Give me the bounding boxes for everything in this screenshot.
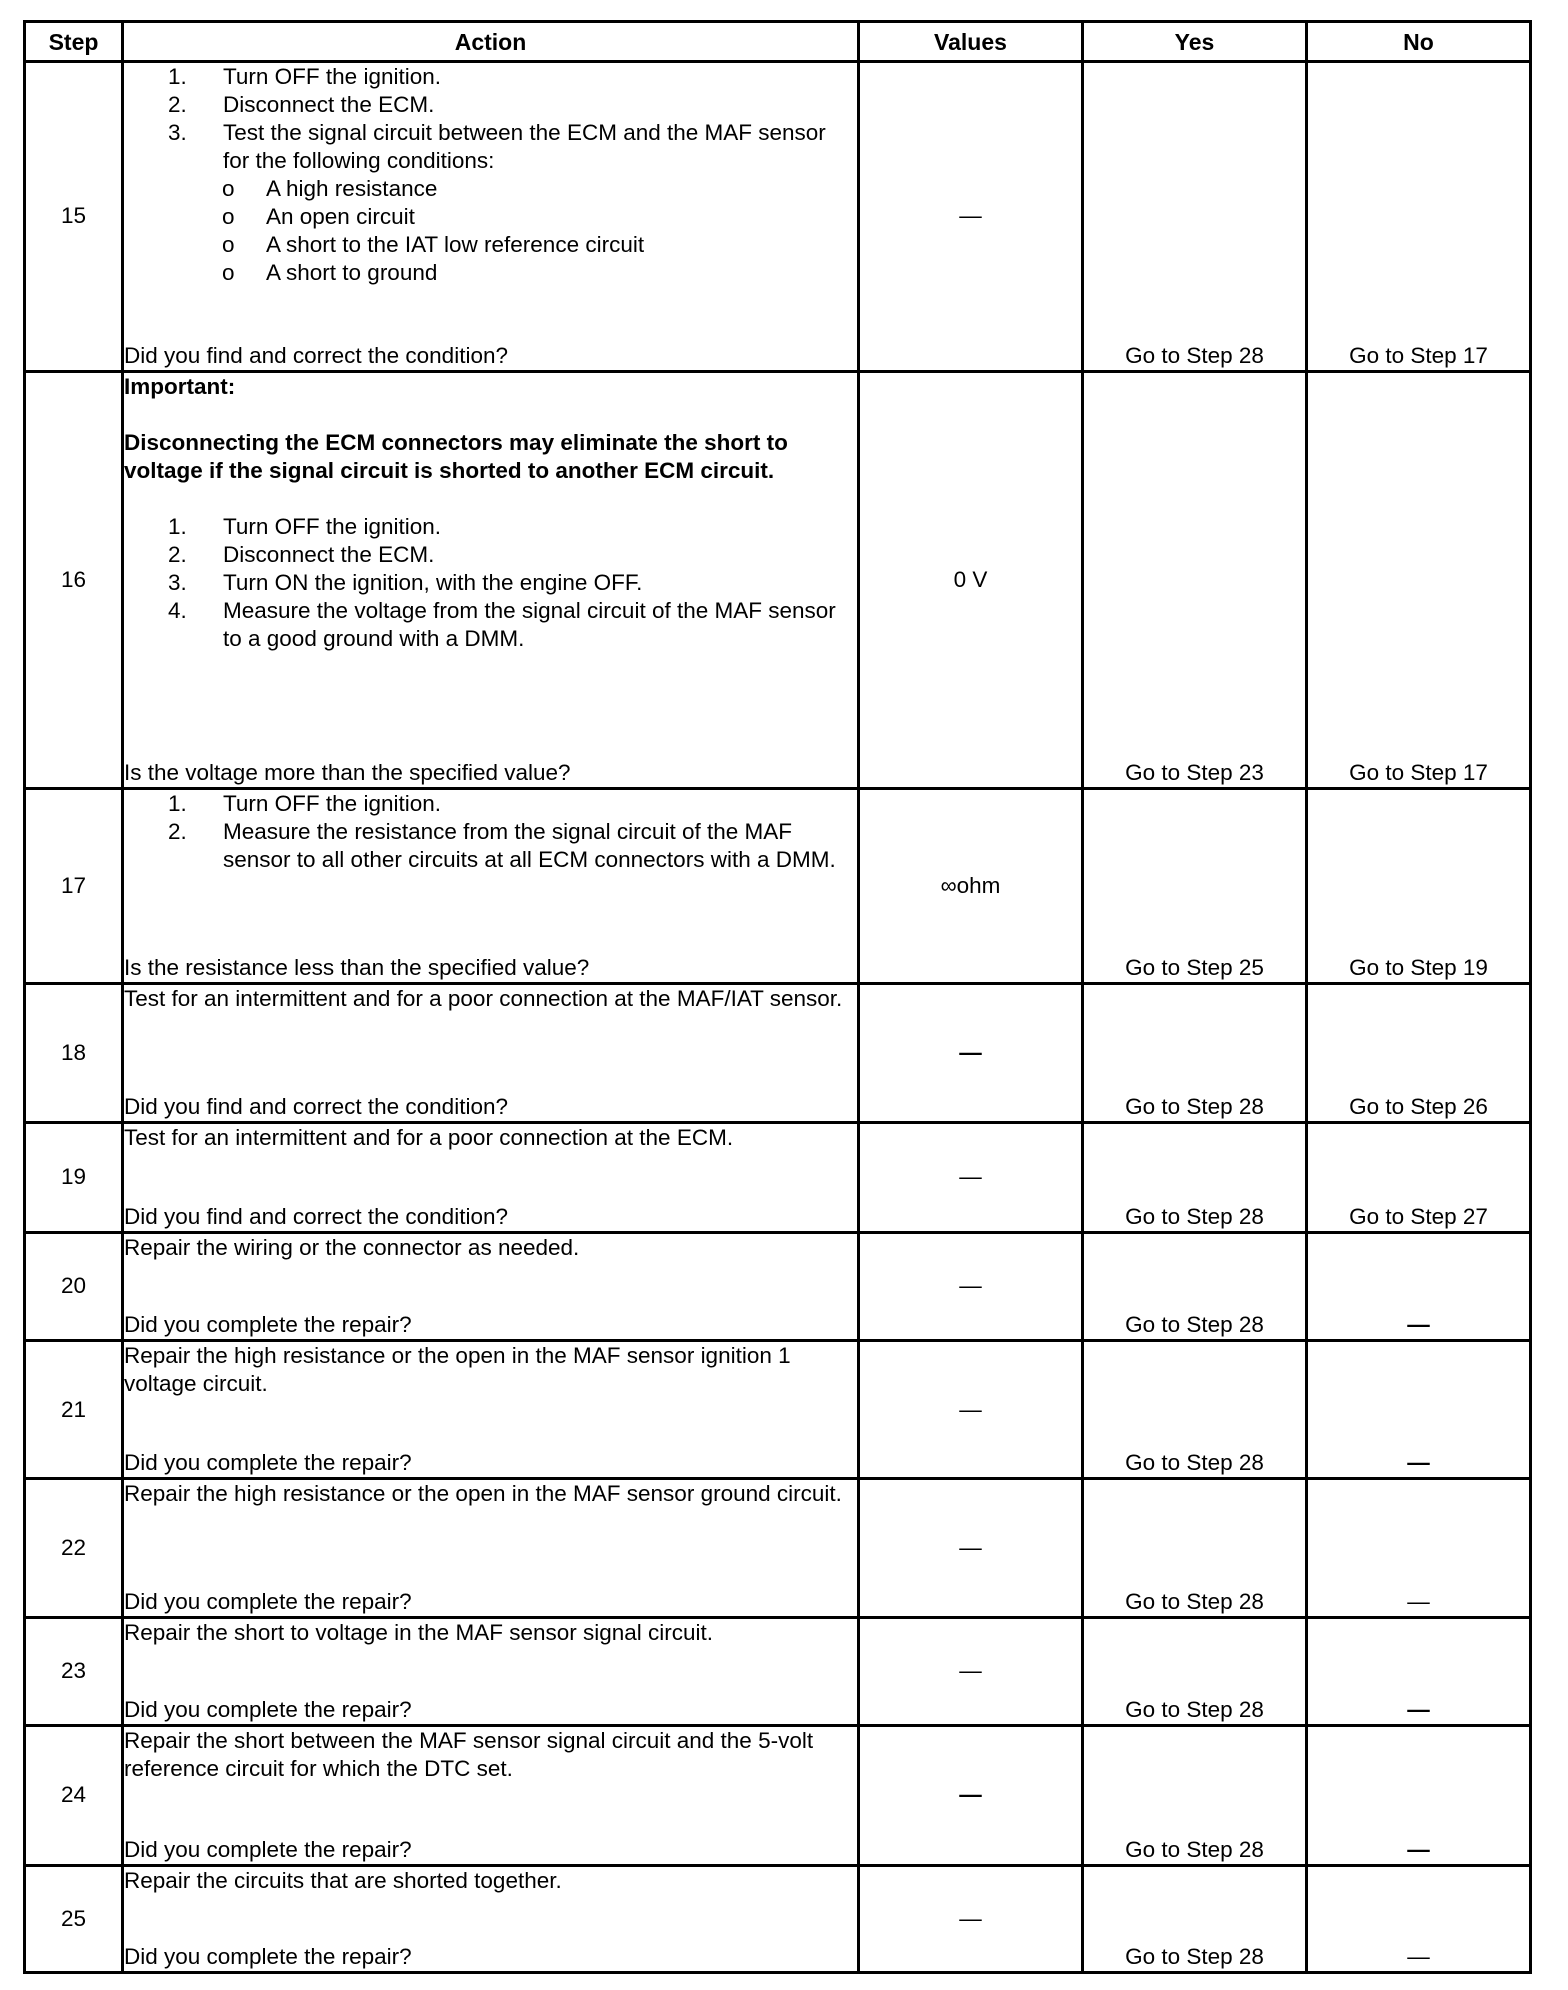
yes-result: Go to Step 28 [1083,1726,1307,1865]
value-cell: — [859,1617,1083,1725]
table-row-step-25 [25,1865,1531,1972]
action-cell [123,1123,859,1232]
yes-result: Go to Step 23 [1083,371,1307,788]
no-result: — [1307,1479,1531,1617]
list-item: 1. Turn OFF the ignition. [168,513,442,539]
list-item: o A short to ground [222,260,438,285]
no-result: Go to Step 19 [1307,789,1531,984]
value-cell: ∞ohm [859,789,1083,984]
step-instruction: Repair the short to voltage in the MAF sensor signal circuit. [124,1619,714,1645]
table-row-step-22 [25,1479,1531,1617]
step-question: Did you find and correct the condition? [124,1203,508,1229]
list-item: 1. Turn OFF the ignition. [168,64,442,89]
list-item: 3. Test the signal circuit between the ECM and the MAF sensor for the following conditions: [168,120,826,173]
numbered-steps [124,790,857,874]
step-number: 23 [25,1617,123,1725]
table-row-step-15 [25,62,1531,372]
step-question: Did you complete the repair? [124,1450,412,1476]
action-cell [123,371,859,788]
step-question: Did you find and correct the condition? [124,342,508,368]
step-number: 24 [25,1726,123,1865]
step-number: 21 [25,1340,123,1478]
value-cell: — [859,983,1083,1122]
yes-result: Go to Step 28 [1083,1232,1307,1340]
step-number: 25 [25,1865,123,1972]
important-label: Important: [124,373,236,399]
yes-result: Go to Step 28 [1083,1617,1307,1725]
action-cell [123,1232,859,1340]
action-cell [123,1865,859,1972]
step-instruction: Test for an intermittent and for a poor connection at the MAF/IAT sensor. [124,985,843,1011]
action-cell [123,62,859,372]
no-result: — [1307,1617,1531,1725]
list-item: o An open circuit [222,204,415,229]
action-cell [123,1340,859,1478]
step-question: Did you find and correct the condition? [124,1094,508,1120]
diagnostic-steps-table [23,20,1532,1974]
header-yes: Yes [1083,22,1307,62]
step-number: 18 [25,983,123,1122]
action-cell [123,1617,859,1725]
yes-result: Go to Step 28 [1083,983,1307,1122]
table-row-step-18 [25,983,1531,1122]
value-cell: — [859,1232,1083,1340]
action-cell [123,983,859,1122]
step-question: Did you complete the repair? [124,1588,412,1614]
step-instruction: Repair the wiring or the connector as needed. [124,1234,580,1260]
table-row-step-23 [25,1617,1531,1725]
table-row-step-20 [25,1232,1531,1340]
table-row-step-21 [25,1340,1531,1478]
no-result: — [1307,1340,1531,1478]
bullet-icon: o [222,232,235,257]
action-cell [123,1726,859,1865]
no-result: — [1307,1865,1531,1972]
step-question: Is the resistance less than the specified value? [124,954,590,980]
no-result: Go to Step 26 [1307,983,1531,1122]
list-item: 2. Measure the resistance from the signal circuit of the MAF sensor to all other circuits at all ECM connectors with a DMM. [168,819,836,873]
step-number: 16 [25,371,123,788]
list-item: 2. Disconnect the ECM. [168,92,435,117]
step-question: Did you complete the repair? [124,1836,412,1862]
no-result: — [1307,1232,1531,1340]
step-question: Is the voltage more than the specified value? [124,760,571,786]
condition-list [124,175,857,287]
step-question: Did you complete the repair? [124,1311,412,1337]
list-item: o A high resistance [222,176,438,201]
yes-result: Go to Step 28 [1083,62,1307,372]
numbered-steps [124,63,857,175]
header-row [25,22,1531,62]
value-cell: 0 V [859,371,1083,788]
value-cell: — [859,1479,1083,1617]
step-instruction: Repair the high resistance or the open in the MAF sensor ignition 1 voltage circuit. [124,1342,791,1396]
step-number: 17 [25,789,123,984]
no-result: Go to Step 27 [1307,1123,1531,1232]
action-cell [123,1479,859,1617]
value-cell: — [859,1123,1083,1232]
step-instruction: Repair the high resistance or the open in the MAF sensor ground circuit. [124,1481,842,1507]
no-result: — [1307,1726,1531,1865]
step-number: 22 [25,1479,123,1617]
list-item: 1. Turn OFF the ignition. [168,791,442,817]
step-number: 19 [25,1123,123,1232]
important-note: Disconnecting the ECM connectors may eliminate the short to voltage if the signal circuit is shorted to another ECM circuit. [124,429,788,483]
bullet-icon: o [222,204,235,229]
step-question: Did you complete the repair? [124,1944,412,1969]
header-no: No [1307,22,1531,62]
value-cell: — [859,1340,1083,1478]
table-row-step-24 [25,1726,1531,1865]
yes-result: Go to Step 28 [1083,1123,1307,1232]
table-row-step-19 [25,1123,1531,1232]
list-item: 3. Turn ON the ignition, with the engine OFF. [168,569,643,595]
header-action: Action [123,22,859,62]
value-cell: — [859,1865,1083,1972]
table-row-step-17 [25,789,1531,984]
table-row-step-16 [25,371,1531,788]
list-item: o A short to the IAT low reference circuit [222,232,645,257]
step-instruction: Test for an intermittent and for a poor connection at the ECM. [124,1125,734,1151]
step-question: Did you complete the repair? [124,1697,412,1723]
value-cell: — [859,62,1083,372]
step-instruction: Repair the short between the MAF sensor signal circuit and the 5-volt reference circuit for which the DTC set. [124,1728,814,1782]
step-number: 20 [25,1232,123,1340]
yes-result: Go to Step 28 [1083,1865,1307,1972]
bullet-icon: o [222,176,235,201]
yes-result: Go to Step 28 [1083,1340,1307,1478]
numbered-steps [124,513,857,653]
header-values: Values [859,22,1083,62]
value-cell: — [859,1726,1083,1865]
yes-result: Go to Step 28 [1083,1479,1307,1617]
header-step: Step [25,22,123,62]
no-result: Go to Step 17 [1307,62,1531,372]
no-result: Go to Step 17 [1307,371,1531,788]
action-cell [123,789,859,984]
step-instruction: Repair the circuits that are shorted together. [124,1867,562,1893]
step-number: 15 [25,62,123,372]
yes-result: Go to Step 25 [1083,789,1307,984]
list-item: 2. Disconnect the ECM. [168,541,435,567]
bullet-icon: o [222,260,235,285]
list-item: 4. Measure the voltage from the signal circuit of the MAF sensor to a good ground with a DMM. [168,597,836,651]
